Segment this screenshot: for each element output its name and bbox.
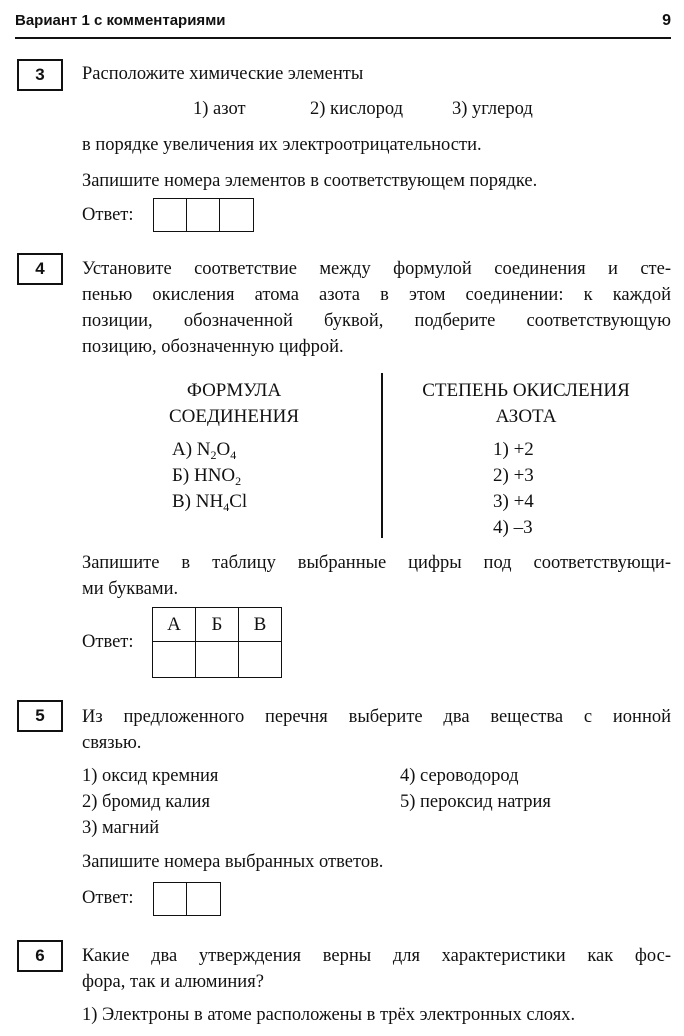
question-6-number: 6 bbox=[17, 940, 63, 972]
q4-line1: Установите соответствие между формулой соединения и сте- bbox=[82, 259, 671, 279]
q4-col-b-header: Б bbox=[196, 608, 239, 642]
q4-right-heading-2: АЗОТА bbox=[495, 406, 557, 427]
q5-option-5: 5) пероксид натрия bbox=[400, 792, 551, 812]
q3-answer-cell-3[interactable] bbox=[220, 199, 253, 231]
q5-line2: связью. bbox=[82, 733, 142, 753]
q5-option-2: 2) бромид калия bbox=[82, 792, 210, 812]
q5-option-4: 4) сероводород bbox=[400, 766, 519, 786]
q4-answer-cell-a[interactable] bbox=[153, 642, 196, 678]
question-3-number: 3 bbox=[17, 59, 63, 91]
q4-oxidation-3: 3) +4 bbox=[493, 491, 534, 512]
header-rule bbox=[15, 37, 671, 39]
q4-formula-a-sub2: 4 bbox=[230, 448, 237, 462]
question-4-number: 4 bbox=[17, 253, 63, 285]
q4-col-c-header: В bbox=[239, 608, 282, 642]
q4-formula-c-pre: В) NH bbox=[172, 491, 224, 512]
q5-answer-cell-2[interactable] bbox=[187, 883, 220, 915]
q5-answer-label: Ответ: bbox=[82, 888, 134, 908]
q4-answer-label: Ответ: bbox=[82, 632, 134, 652]
q4-formula-a-sub1: 2 bbox=[210, 448, 217, 462]
q4-oxidation-4: 4) –3 bbox=[493, 517, 533, 538]
q4-oxidation-2: 2) +3 bbox=[493, 465, 534, 486]
q5-option-1: 1) оксид кремния bbox=[82, 766, 219, 786]
q4-formula-c bbox=[172, 489, 247, 520]
q3-line2: в порядке увеличения их электроотрицательности. bbox=[82, 135, 482, 155]
q4-col-a-header: А bbox=[153, 608, 196, 642]
q4-formula-b-sub1: 2 bbox=[235, 474, 242, 488]
q5-option-3: 3) магний bbox=[82, 818, 160, 838]
q3-line1: Расположите химические элементы bbox=[82, 64, 364, 84]
q4-answer-cell-b[interactable] bbox=[196, 642, 239, 678]
q4-answer-cell-c[interactable] bbox=[239, 642, 282, 678]
q4-formula-b-pre: Б) HNO bbox=[172, 465, 236, 486]
q4-line4: позицию, обозначенную цифрой. bbox=[82, 337, 344, 357]
q5-answer-cell-1[interactable] bbox=[154, 883, 187, 915]
q5-instruction: Запишите номера выбранных ответов. bbox=[82, 852, 384, 872]
question-5-number: 5 bbox=[17, 700, 63, 732]
header-title: Вариант 1 с комментариями bbox=[15, 12, 226, 29]
q5-answer-boxes[interactable] bbox=[153, 882, 221, 916]
q4-oxidation-1: 1) +2 bbox=[493, 439, 534, 460]
q5-line1: Из предложенного перечня выберите два вещества с ионной bbox=[82, 707, 671, 727]
q4-column-divider bbox=[381, 373, 383, 538]
q4-instruction-line1: Запишите в таблицу выбранные цифры под соответствующи- bbox=[82, 553, 671, 573]
q4-left-heading-2: СОЕДИНЕНИЯ bbox=[168, 406, 300, 427]
q6-prompt bbox=[82, 943, 671, 995]
q3-option-3: 3) углерод bbox=[452, 99, 533, 119]
page-number: 9 bbox=[662, 12, 671, 29]
q4-formula-c-sub1: 4 bbox=[223, 500, 230, 514]
page-header bbox=[15, 12, 671, 34]
q4-line2: пенью окисления атома азота в этом соединении: к каждой bbox=[82, 285, 671, 305]
q3-answer-cell-2[interactable] bbox=[187, 199, 220, 231]
q5-prompt bbox=[82, 704, 671, 756]
q4-instructions bbox=[82, 550, 671, 602]
q3-option-2: 2) кислород bbox=[310, 99, 403, 119]
q6-option-1: 1) Электроны в атоме расположены в трёх электронных слоях. bbox=[82, 1005, 576, 1025]
q4-formula-c-post: Cl bbox=[229, 491, 248, 512]
q4-line3: позиции, обозначенной буквой, подберите соответствующую bbox=[82, 311, 671, 331]
q4-right-heading-1: СТЕПЕНЬ ОКИСЛЕНИЯ bbox=[422, 380, 630, 401]
q3-answer-boxes[interactable] bbox=[153, 198, 254, 232]
q3-line3: Запишите номера элементов в соответствующем порядке. bbox=[82, 171, 538, 191]
q4-answer-table bbox=[152, 607, 282, 678]
q3-option-1: 1) азот bbox=[193, 99, 246, 119]
q4-formula-a-mid: O bbox=[216, 439, 231, 460]
q6-line2: фора, так и алюминия? bbox=[82, 972, 264, 992]
q4-prompt bbox=[82, 256, 671, 360]
q3-answer-label: Ответ: bbox=[82, 205, 134, 225]
q4-formula-a-pre: А) N bbox=[172, 439, 211, 460]
q3-answer-cell-1[interactable] bbox=[154, 199, 187, 231]
q4-left-heading-1: ФОРМУЛА bbox=[186, 380, 282, 401]
q4-instruction-line2: ми буквами. bbox=[82, 579, 179, 599]
q6-line1: Какие два утверждения верны для характеристики как фос- bbox=[82, 946, 671, 966]
